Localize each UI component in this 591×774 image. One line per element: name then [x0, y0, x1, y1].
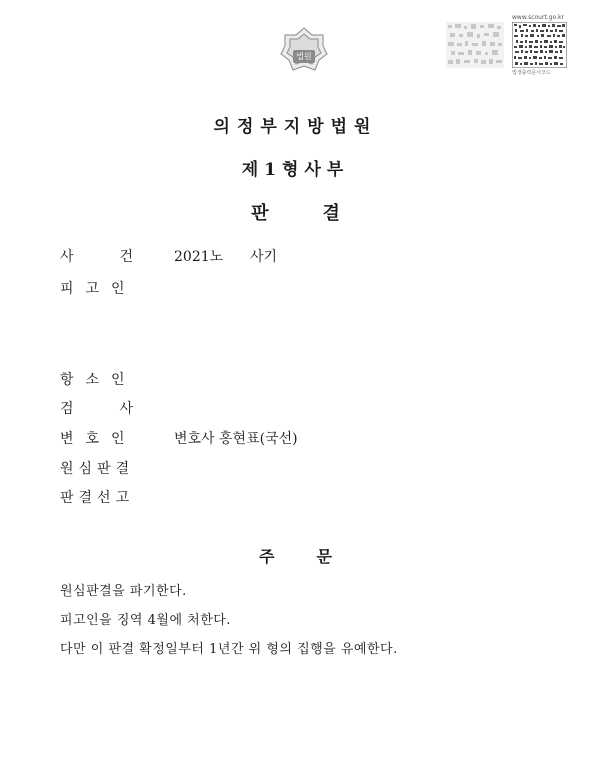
court-name: 의정부지방법원 [213, 117, 378, 137]
document-title: 판결 [251, 203, 394, 224]
court-emblem-icon [279, 26, 329, 74]
emblem-label: 법원 [296, 52, 312, 61]
case-number: 2021노 [174, 249, 224, 265]
field-label: 원심판결 [60, 461, 135, 477]
barcode-pattern-icon [446, 22, 504, 68]
order-heading: 주문 [259, 547, 374, 566]
field-label: 변호인 [60, 431, 137, 447]
order-line: 다만 이 판결 확정일부터 1년간 위 형의 집행을 유예한다. [60, 642, 398, 657]
order-line: 원심판결을 파기한다. [60, 584, 187, 599]
case-name: 사기 [250, 249, 278, 265]
defense-counsel: 변호사 홍현표(국선) [174, 431, 298, 447]
court-division: 제1형사부 [241, 160, 350, 180]
field-label: 항소인 [60, 372, 137, 388]
document-verification-block [446, 14, 570, 76]
field-label: 판결선고 [60, 490, 135, 506]
qr-code-icon [512, 22, 567, 68]
verification-caption: 법생출력문서코드 [512, 70, 551, 76]
field-label: 피고인 [60, 281, 137, 297]
field-label: 사건 [60, 249, 180, 265]
verification-url: www.scourt.go.kr [512, 14, 564, 21]
order-line: 피고인을 징역 4월에 처한다. [60, 613, 231, 628]
field-label: 검사 [60, 401, 180, 417]
